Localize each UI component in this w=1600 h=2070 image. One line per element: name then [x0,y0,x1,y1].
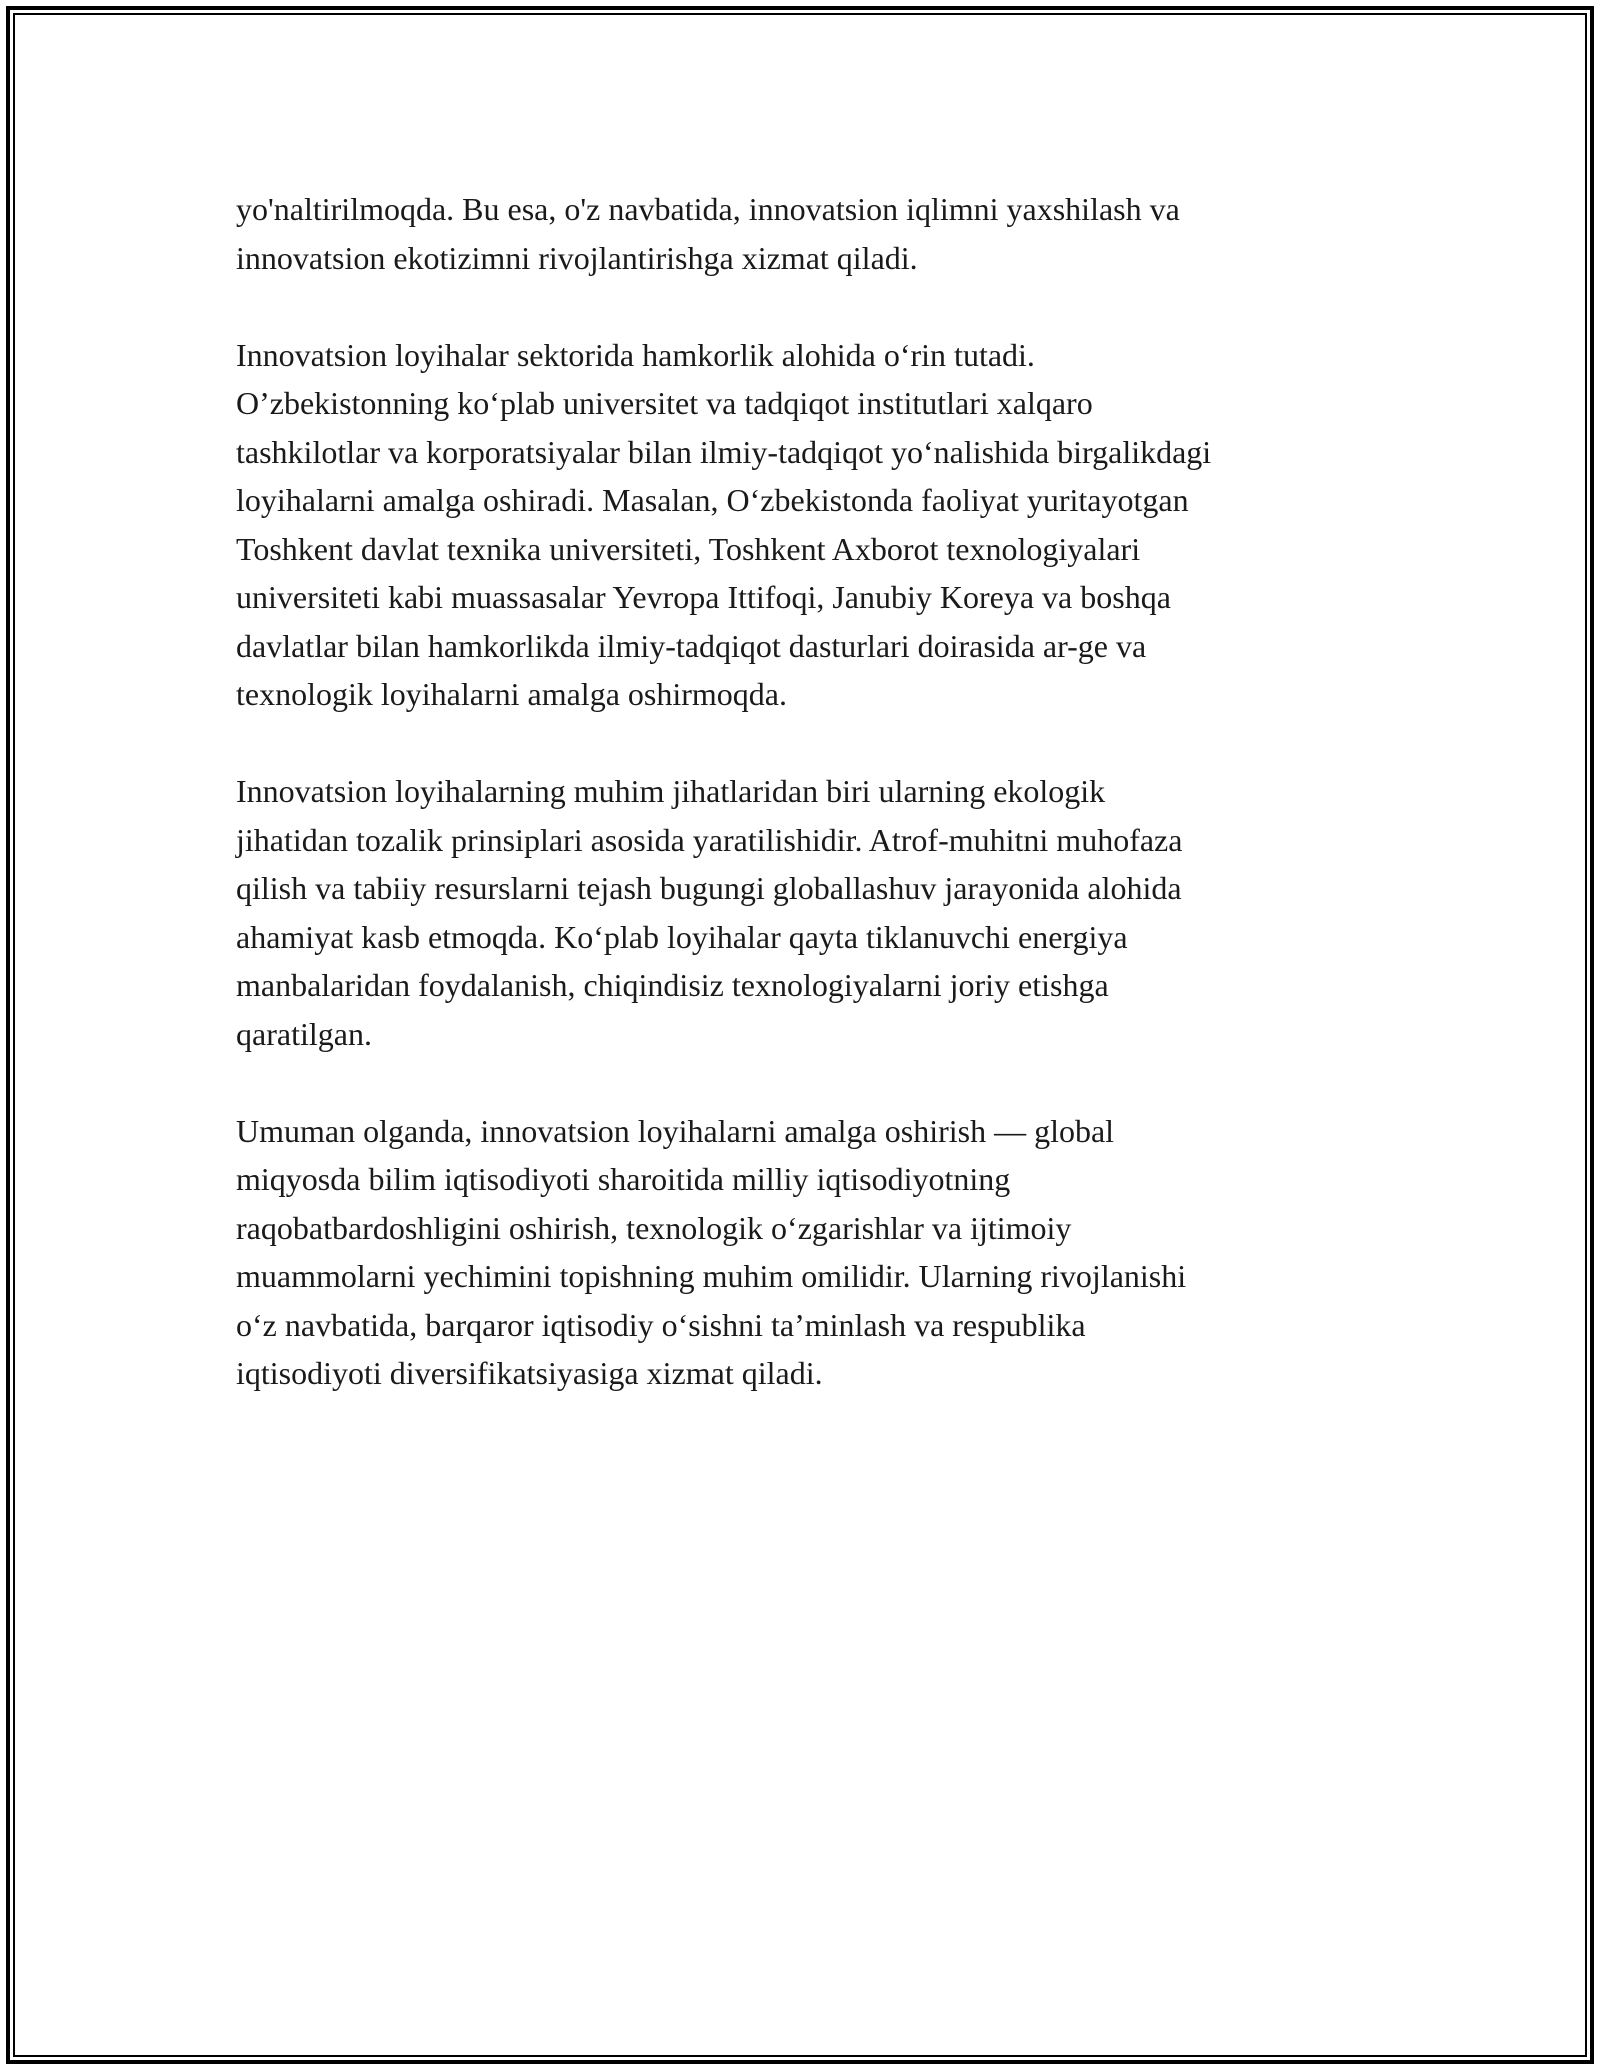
text-line: Toshkent davlat texnika universiteti, Toshkent Axborot texnologiyalari [236,530,1141,567]
text-line: tashkilotlar va korporatsiyalar bilan ilmiy-tadqiqot yo‘nalishida birgalikdagi [236,433,1212,470]
document-body [236,185,1366,1446]
text-line: muammolarni yechimini topishning muhim omilidir. Ularning rivojlanishi [236,1258,1187,1294]
text-line: iqtisodiyoti diversifikatsiyasiga xizmat qiladi. [236,1355,823,1391]
text-line: ahamiyat kasb etmoqda. Ko‘plab loyihalar qayta tiklanuvchi energiya [236,918,1128,955]
text-line: qilish va tabiiy resurslarni tejash bugungi globallashuv jarayonida alohida [236,870,1182,906]
paragraph-4 [236,1107,1366,1398]
text-line: yo'naltirilmoqda. Bu esa, o'z navbatida, innovatsion iqlimni yaxshilash va [236,191,1180,227]
paragraph-1 [236,185,1366,282]
text-line: Innovatsion loyihalar sektorida hamkorlik alohida o‘rin tutadi. [236,336,1035,373]
text-line: Umuman olganda, innovatsion loyihalarni amalga oshirish — global [236,1112,1115,1149]
paragraph-3 [236,767,1366,1058]
text-line: davlatlar bilan hamkorlikda ilmiy-tadqiqot dasturlari doirasida ar-ge va [236,627,1147,664]
text-line: loyihalarni amalga oshiradi. Masalan, O‘zbekistonda faoliyat yuritayotgan [236,482,1189,518]
text-line: innovatsion ekotizimni rivojlantirishga xizmat qiladi. [236,239,918,276]
text-line: qaratilgan. [236,1015,372,1052]
text-line: manbalaridan foydalanish, chiqindisiz texnologiyalarni joriy etishga [236,967,1109,1003]
text-line: Innovatsion loyihalarning muhim jihatlaridan biri ularning ekologik [236,773,1106,809]
text-line: jihatidan tozalik prinsiplari asosida yaratilishidir. Atrof-muhitni muhofaza [236,821,1183,858]
text-line: o‘z navbatida, barqaror iqtisodiy o‘sishni ta’minlash va respublika [236,1306,1086,1343]
text-line: texnologik loyihalarni amalga oshirmoqda. [236,676,787,712]
text-line: O’zbekistonning ko‘plab universitet va tadqiqot institutlari xalqaro [236,385,1093,421]
text-line: miqyosda bilim iqtisodiyoti sharoitida milliy iqtisodiyotning [236,1161,1011,1197]
text-line: universiteti kabi muassasalar Yevropa Ittifoqi, Janubiy Koreya va boshqa [236,579,1171,615]
paragraph-2 [236,331,1366,719]
text-line: raqobatbardoshligini oshirish, texnologik o‘zgarishlar va ijtimoiy [236,1209,1072,1246]
